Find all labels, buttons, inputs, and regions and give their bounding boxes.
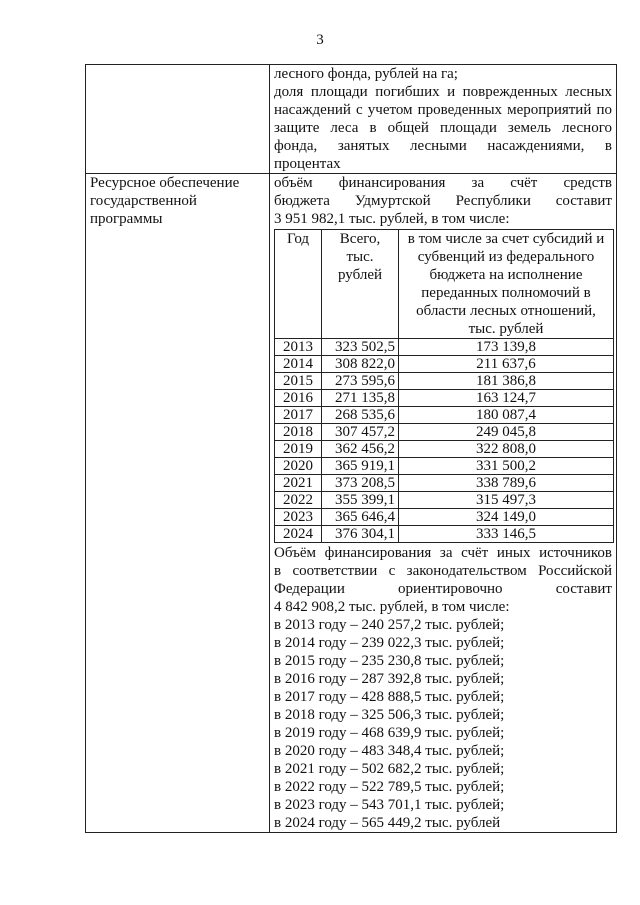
cell-federal: 324 149,0 — [399, 509, 614, 526]
funding-table-row — [275, 492, 614, 509]
cell-federal: 249 045,8 — [399, 424, 614, 441]
header-federal: в том числе за счет субсидий и субвенций из федерального бюджета на исполнение переданных полномочий в области лесных отношений, тыс. рублей — [399, 230, 614, 339]
text-line: защите леса в общей площади земель лесного — [274, 120, 612, 136]
cell-year: 2015 — [275, 373, 322, 390]
cell-federal: 173 139,8 — [399, 339, 614, 356]
row-label-line: программы — [90, 211, 163, 227]
funding-table-header — [275, 230, 614, 339]
funding-table-row — [275, 339, 614, 356]
cell-year: 2023 — [275, 509, 322, 526]
text-line: 3 951 982,1 тыс. рублей, в том числе: — [274, 211, 510, 227]
header-total: Всего, тыс. рублей — [322, 230, 399, 339]
cell-total: 273 595,6 — [322, 373, 399, 390]
funding-table-row — [275, 526, 614, 543]
text-line: Объём финансирования за счёт иных источников — [274, 545, 612, 561]
header-year: Год — [275, 230, 322, 339]
text-line: лесного фонда, рублей на га; — [274, 66, 458, 82]
year-amount-line: в 2017 году – 428 888,5 тыс. рублей; — [274, 689, 505, 705]
cell-year: 2024 — [275, 526, 322, 543]
funding-table-row — [275, 373, 614, 390]
funding-table-row — [275, 458, 614, 475]
year-amount-line: в 2020 году – 483 348,4 тыс. рублей; — [274, 743, 505, 759]
cell-federal: 333 146,5 — [399, 526, 614, 543]
funding-table-row — [275, 475, 614, 492]
funding-table-row — [275, 407, 614, 424]
cell-year: 2017 — [275, 407, 322, 424]
text-line: 4 842 908,2 тыс. рублей, в том числе: — [274, 599, 510, 615]
text-line: Федерации ориентировочно составит — [274, 581, 612, 597]
cell-year: 2013 — [275, 339, 322, 356]
cell-federal: 163 124,7 — [399, 390, 614, 407]
cell-total: 355 399,1 — [322, 492, 399, 509]
year-amount-line: в 2013 году – 240 257,2 тыс. рублей; — [274, 617, 505, 633]
year-amount-line: в 2021 году – 502 682,2 тыс. рублей; — [274, 761, 505, 777]
text-line: фонда, занятых лесными насаждениями, в — [274, 138, 612, 154]
cell-total: 365 919,1 — [322, 458, 399, 475]
funding-table-body — [275, 339, 614, 543]
cell-year: 2019 — [275, 441, 322, 458]
text-line: в соответствии с законодательством Российской — [274, 563, 612, 579]
year-amount-line: в 2023 году – 543 701,1 тыс. рублей; — [274, 797, 505, 813]
year-amount-line: в 2019 году – 468 639,9 тыс. рублей; — [274, 725, 505, 741]
page-number: 3 — [316, 32, 324, 48]
cell-year: 2018 — [275, 424, 322, 441]
year-amount-line: в 2018 году – 325 506,3 тыс. рублей; — [274, 707, 505, 723]
cell-total: 376 304,1 — [322, 526, 399, 543]
cell-federal: 322 808,0 — [399, 441, 614, 458]
cell-federal: 211 637,6 — [399, 356, 614, 373]
cell-federal: 338 789,6 — [399, 475, 614, 492]
funding-table-row — [275, 441, 614, 458]
cell-year: 2020 — [275, 458, 322, 475]
funding-table-row — [275, 356, 614, 373]
indicators-text-cell — [270, 65, 617, 174]
resources-row — [86, 174, 617, 833]
cell-year: 2016 — [275, 390, 322, 407]
cell-federal: 181 386,8 — [399, 373, 614, 390]
text-line: бюджета Удмуртской Республики составит — [274, 193, 612, 209]
row-label-line: Ресурсное обеспечение — [90, 175, 240, 191]
year-amount-line: в 2014 году – 239 022,3 тыс. рублей; — [274, 635, 505, 651]
funding-table-row — [275, 390, 614, 407]
cell-year: 2022 — [275, 492, 322, 509]
cell-total: 365 646,4 — [322, 509, 399, 526]
funding-table-row — [275, 509, 614, 526]
cell-total: 362 456,2 — [322, 441, 399, 458]
row-label-line: государственной — [90, 193, 197, 209]
program-passport-table — [85, 64, 617, 833]
indicators-left-cell — [86, 65, 270, 174]
cell-federal: 315 497,3 — [399, 492, 614, 509]
cell-federal: 331 500,2 — [399, 458, 614, 475]
year-amount-line: в 2022 году – 522 789,5 тыс. рублей; — [274, 779, 505, 795]
indicators-row — [86, 65, 617, 174]
text-line: доля площади погибших и поврежденных лесных — [274, 84, 612, 100]
cell-federal: 180 087,4 — [399, 407, 614, 424]
cell-total: 308 822,0 — [322, 356, 399, 373]
resources-content-cell — [270, 174, 617, 833]
cell-total: 323 502,5 — [322, 339, 399, 356]
text-line: объём финансирования за счёт средств — [274, 175, 612, 191]
cell-total: 373 208,5 — [322, 475, 399, 492]
cell-year: 2014 — [275, 356, 322, 373]
text-line: насаждений с учетом проведенных мероприятий по — [274, 102, 612, 118]
cell-total: 307 457,2 — [322, 424, 399, 441]
cell-total: 271 135,8 — [322, 390, 399, 407]
resources-label-cell — [86, 174, 270, 833]
funding-by-year-table — [274, 229, 614, 543]
cell-total: 268 535,6 — [322, 407, 399, 424]
funding-table-row — [275, 424, 614, 441]
text-line: процентах — [274, 156, 341, 172]
cell-year: 2021 — [275, 475, 322, 492]
year-amount-line: в 2015 году – 235 230,8 тыс. рублей; — [274, 653, 505, 669]
year-amount-line: в 2024 году – 565 449,2 тыс. рублей — [274, 815, 501, 831]
year-amount-line: в 2016 году – 287 392,8 тыс. рублей; — [274, 671, 505, 687]
